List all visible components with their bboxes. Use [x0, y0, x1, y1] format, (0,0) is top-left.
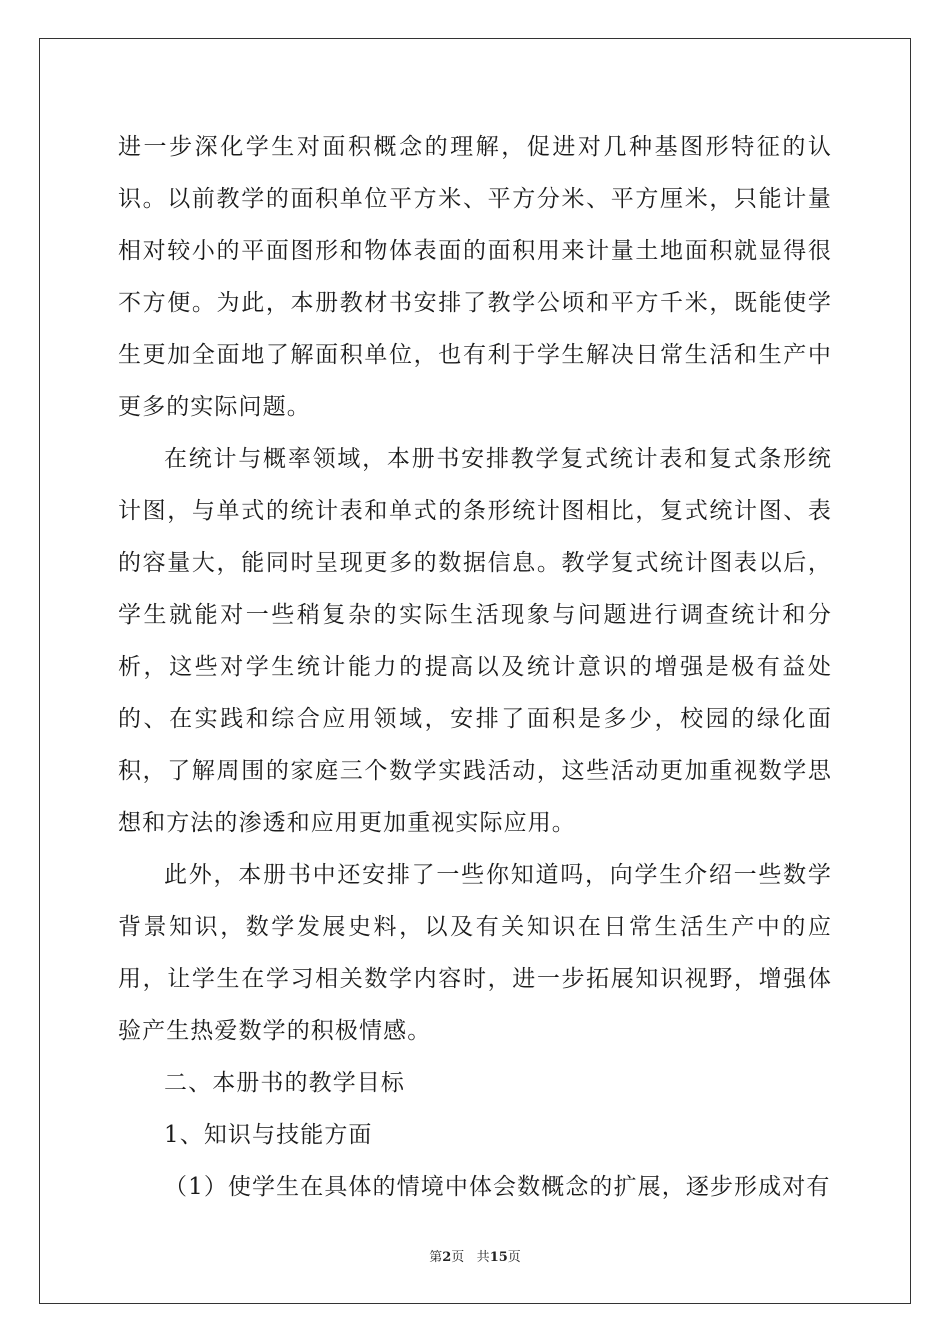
paragraph-did-you-know: 此外，本册书中还安排了一些你知道吗，向学生介绍一些数学背景知识，数学发展史料，以及有关知识在日常生活生产中的应用，让学生在学习相关数学内容时，进一步拓展知识视野，增强体验产生热爱数学的积极情感。 [118, 862, 832, 1044]
footer-prefix: 第 [429, 1250, 443, 1265]
page-footer [0, 1246, 950, 1265]
footer-page-suffix: 页 [451, 1250, 465, 1265]
document-body [118, 121, 832, 1213]
list-item-1: （1）使学生在具体的情境中体会数概念的扩展，逐步形成对有 [164, 1174, 831, 1200]
subsection-heading-knowledge-skills: 1、知识与技能方面 [164, 1122, 373, 1148]
footer-total-suffix: 页 [507, 1250, 521, 1265]
section-heading-teaching-goals: 二、本册书的教学目标 [164, 1070, 405, 1096]
paragraph-area-concept: 进一步深化学生对面积概念的理解，促进对几种基图形特征的认识。以前教学的面积单位平方米、平方分米、平方厘米，只能计量相对较小的平面图形和物体表面的面积用来计量土地面积就显得很不方便。为此，本册教材书安排了教学公顷和平方千米，既能使学生更加全面地了解面积单位，也有利于学生解决日常生活和生产中更多的实际问题。 [118, 134, 832, 420]
total-pages-number: 15 [489, 1250, 508, 1265]
paragraph-statistics: 在统计与概率领域，本册书安排教学复式统计表和复式条形统计图，与单式的统计表和单式的条形统计图相比，复式统计图、表的容量大，能同时呈现更多的数据信息。教学复式统计图表以后，学生就能对一些稍复杂的实际生活现象与问题进行调查统计和分析，这些对学生统计能力的提高以及统计意识的增强是极有益处的、在实践和综合应用领域，安排了面积是多少，校园的绿化面积，了解周围的家庭三个数学实践活动，这些活动更加重视数学思想和方法的渗透和应用更加重视实际应用。 [118, 446, 832, 836]
current-page-number: 2 [442, 1250, 452, 1265]
footer-total-prefix: 共 [476, 1250, 490, 1265]
